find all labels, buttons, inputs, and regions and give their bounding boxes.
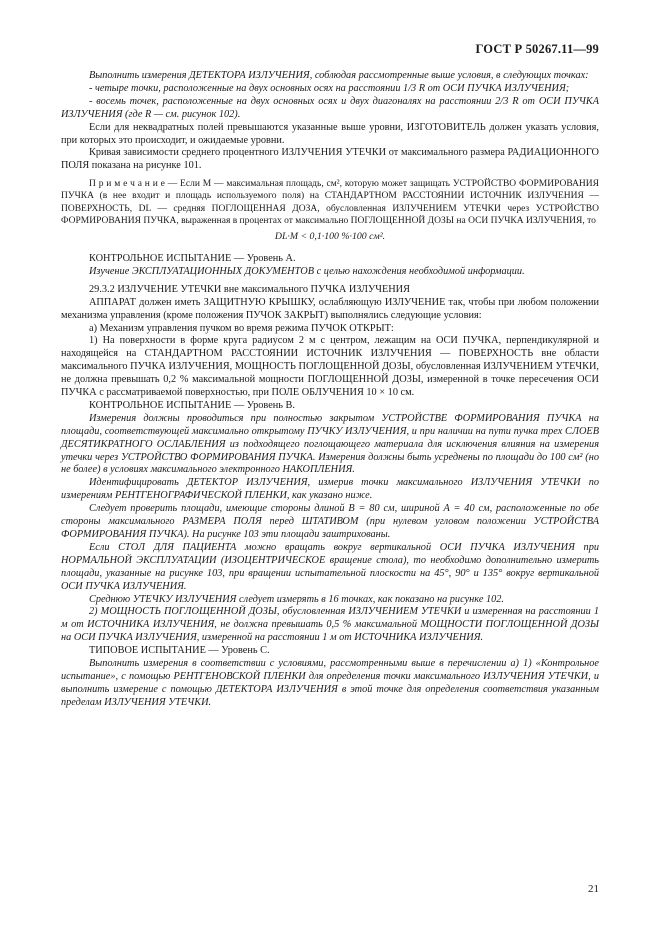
list-item-eight-points: - восемь точек, расположенные на двух основных осях и двух диагоналях на расстоянии 2/3 R от ОСИ ПУЧКА ИЗЛУЧЕНИЯ (где R — см. рисунок 102). [61,95,599,120]
paragraph-type-test: Выполнить измерения в соответствии с условиями, рассмотренными выше в перечислении а) 1) «Контрольное испытание», с помощью РЕНТГЕНОВСКОЙ ПЛЕНКИ для определения точки максимального ИЗЛУЧЕНИЯ УТЕЧКИ, и выполнить измерение с помощью ДЕТЕКТОРА ИЗЛУЧЕНИЯ в этой точке для определения соответствия указанным пределам ИЗЛУЧЕНИЯ УТЕЧКИ. [61,658,599,708]
list-item-1: 1) На поверхности в форме круга радиусом 2 м с центром, лежащим на ОСИ ПУЧКА, перпендикулярной и находящейся на СТАНДАРТНОМ РАССТОЯНИИ ИСТОЧНИК ИЗЛУЧЕНИЯ — ПОВЕРХНОСТЬ вне области максимального ПУЧКА ИЗЛУЧЕНИЯ, МОЩНОСТЬ ПОГЛОЩЕННОЙ ДОЗЫ, обусловленная ИЗЛУЧЕНИЕМ УТЕЧКИ, не должна превышать 0,2 % максимальной мощности ПОГЛОЩЕННОЙ ДОЗЫ, измеренной в точке пересечения ОСИ ПУЧКА с рассматриваемой поверхностью, при ПОЛЕ ОБЛУЧЕНИЯ 10 × 10 см. [61,335,599,399]
paragraph-protective-cover: АППАРАТ должен иметь ЗАЩИТНУЮ КРЫШКУ, ослабляющую ИЗЛУЧЕНИЕ так, чтобы при любом положении механизма управления (кроме положения ПУЧОК ЗАКРЫТ) выполнялись следующие условия: [61,296,599,321]
paragraph-identify-detector: Идентифицировать ДЕТЕКТОР ИЗЛУЧЕНИЯ, измерив точки максимального ИЗЛУЧЕНИЯ УТЕЧКИ по измерениям РЕНТГЕНОГРАФИЧЕСКОЙ ПЛЕНКИ, как указано ниже. [61,477,599,502]
paragraph-16-points: Среднюю УТЕЧКУ ИЗЛУЧЕНИЯ следует измерять в 16 точках, как показано на рисунке 102. [89,593,504,605]
list-item-2: 2) МОЩНОСТЬ ПОГЛОЩЕННОЙ ДОЗЫ, обусловленная ИЗЛУЧЕНИЕМ УТЕЧКИ и измеренная на расстоянии 1 м от ИСТОЧНИКА ИЗЛУЧЕНИЯ, не должна превышать 0,5 % максимальной МОЩНОСТИ ПОГЛОЩЕННОЙ ДОЗЫ на ОСИ ПУЧКА ИЗЛУЧЕНИЯ, измеренной на расстоянии 1 м от ИСТОЧНИКА ИЗЛУЧЕНИЯ. [61,606,599,644]
page-number: 21 [588,883,599,895]
paragraph-closed-collimator: Измерения должны проводиться при полностью закрытом УСТРОЙСТВЕ ФОРМИРОВАНИЯ ПУЧКА на площади, соответствующей максимально открытому ПУЧКУ ИЗЛУЧЕНИЯ, и при наличии на пути пучка трех СЛОЕВ ДЕСЯТИКРАТНОГО ОСЛАБЛЕНИЯ из подходящего поглощающего материала для исключения влияния на измерения утечки через УСТРОЙСТВО ФОРМИРОВАНИЯ ПУЧКА. Измерения должны быть усреднены по площади до 100 см² (но не более) в условиях максимального электронного НАКОПЛЕНИЯ. [61,412,599,476]
page-body [61,70,599,710]
paragraph-patient-table: Если СТОЛ ДЛЯ ПАЦИЕНТА можно вращать вокруг вертикальной ОСИ ПУЧКА ИЗЛУЧЕНИЯ при НОРМАЛЬНОЙ ЭКСПЛУАТАЦИИ (ИЗОЦЕНТРИЧЕСКОЕ вращение стола), то необходимо дополнительно измерить площади, указанные на рисунке 103, при вращении испытательной плоскости на 45°, 90° и 135° вокруг вертикальной ОСИ ПУЧКА ИЗЛУЧЕНИЯ. [61,541,599,592]
paragraph-docs-study: Изучение ЭКСПЛУАТАЦИОННЫХ ДОКУМЕНТОВ с целью нахождения необходимой информации. [89,265,525,277]
type-test-level-c: ТИПОВОЕ ИСПЫТАНИЕ — Уровень С. [89,645,270,657]
section-heading-29-3-2: 29.3.2 ИЗЛУЧЕНИЕ УТЕЧКИ вне максимального ПУЧКА ИЗЛУЧЕНИЯ [89,283,410,295]
formula: DL·M < 0,1·100 %·100 см². [274,231,386,243]
paragraph-curve: Кривая зависимости среднего процентного ИЗЛУЧЕНИЯ УТЕЧКИ от максимального размера РАДИАЦИОННОГО ПОЛЯ показана на рисунке 101. [61,147,599,172]
list-item-a: а) Механизм управления пучком во время режима ПУЧОК ОТКРЫТ: [89,322,394,334]
paragraph-nonsquare: Если для неквадратных полей превышаются указанные выше уровни, ИЗГОТОВИТЕЛЬ должен указать условия, при которых это происходит, и ожидаемые уровни. [61,121,599,146]
paragraph-check-areas: Следует проверить площади, имеющие стороны длиной B = 80 см, шириной A = 40 см, расположенные по обе стороны максимального РАЗМЕРА ПОЛЯ перед ШТАТИВОМ (при нулевом угловом положении УСТРОЙСТВА ФОРМИРОВАНИЯ ПУЧКА). На рисунке 103 эти площади заштрихованы. [61,503,599,540]
document-code: ГОСТ Р 50267.11—99 [475,42,599,56]
paragraph-measure-intro: Выполнить измерения ДЕТЕКТОРА ИЗЛУЧЕНИЯ, соблюдая рассмотренные выше условия, в следующих точках: [89,70,589,81]
list-item-four-points: - четыре точки, расположенные на двух основных осях на расстоянии 1/3 R от ОСИ ПУЧКА ИЗЛУЧЕНИЯ; [89,82,570,94]
control-test-level-b: КОНТРОЛЬНОЕ ИСПЫТАНИЕ — Уровень В. [89,399,295,411]
note-paragraph: П р и м е ч а н и е — Если M — максимальная площадь, см², которую может защищать УСТРОЙСТВО ФОРМИРОВАНИЯ ПУЧКА (в нее входит и площадь используемого поля) на СТАНДАРТНОМ РАССТОЯНИИ ИСТОЧНИК ИЗЛУЧЕНИЯ — ПОВЕРХНОСТЬ, DL — средняя ПОГЛОЩЕННАЯ ДОЗА, обусловленная ИЗЛУЧЕНИЕМ УТЕЧКИ через УСТРОЙСТВО ФОРМИРОВАНИЯ ПУЧКА, выраженная в процентах от максимально ПОГЛОЩЕННОЙ ДОЗЫ на ОСИ ПУЧКА ИЗЛУЧЕНИЯ, то [61,179,599,226]
control-test-level-a: КОНТРОЛЬНОЕ ИСПЫТАНИЕ — Уровень А. [89,252,296,264]
